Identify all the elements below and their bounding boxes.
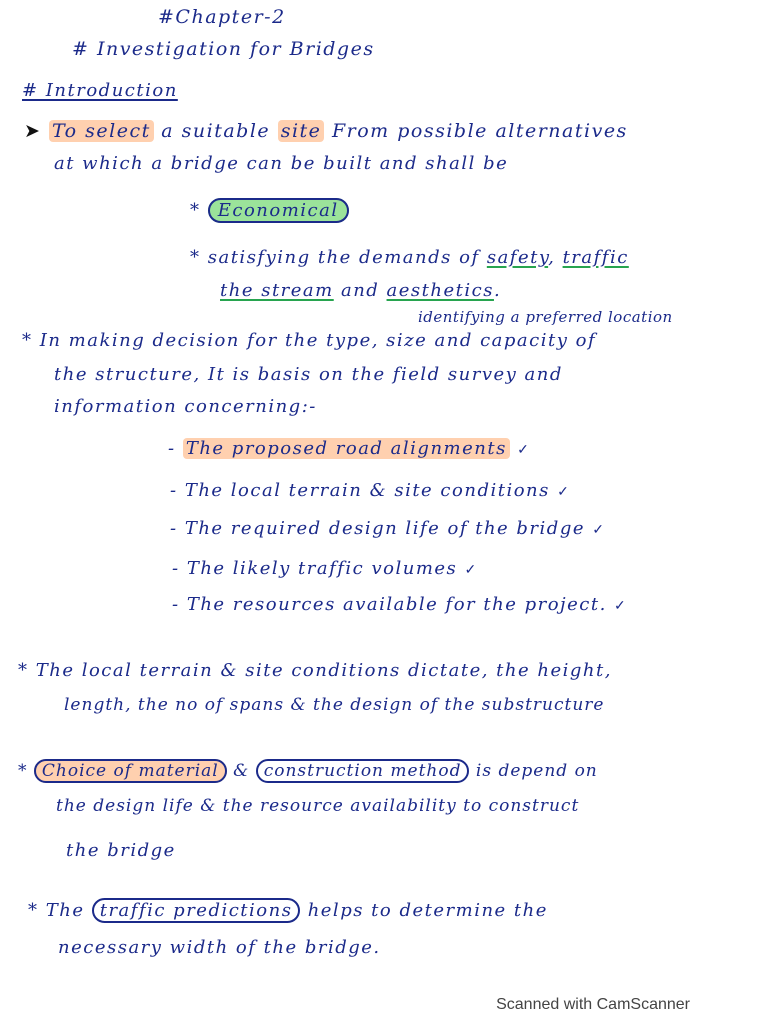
- star-bullet: *: [190, 247, 201, 268]
- list-item-text: The resources available for the project.: [186, 594, 607, 615]
- text-fragment: .: [493, 280, 502, 301]
- decision-line-2: the structure, It is basis on the field survey and: [54, 364, 563, 385]
- list-dash: -: [172, 558, 180, 579]
- traffic-line-2: necessary width of the bridge.: [58, 937, 381, 958]
- text-fragment: From possible alternatives: [324, 120, 628, 142]
- checkmark-icon: ✓: [592, 522, 606, 538]
- satisfying-line-2: [220, 280, 501, 301]
- choice-line-2: the design life & the resource availability to construct: [56, 796, 580, 816]
- list-item-text: The proposed road alignments: [183, 438, 510, 459]
- text-fragment: satisfying the demands of: [207, 247, 487, 268]
- choice-line-1: [18, 761, 598, 781]
- list-item-text: The local terrain & site conditions: [184, 480, 550, 501]
- star-bullet: *: [190, 200, 201, 221]
- checkmark-icon: ✓: [464, 562, 478, 578]
- text-fragment: ,: [548, 247, 563, 268]
- traffic-line-1: [28, 900, 548, 921]
- safety-word: safety: [486, 247, 549, 268]
- text-fragment: and: [333, 280, 387, 301]
- construction-oval: construction method: [256, 759, 470, 783]
- checkmark-icon: ✓: [517, 442, 531, 458]
- text-fragment: is depend on: [469, 761, 598, 781]
- point-1-line-1: [24, 120, 628, 142]
- list-item: [172, 558, 478, 579]
- chapter-heading: #Chapter-2: [158, 6, 286, 28]
- terrain-line-1: [18, 660, 612, 681]
- list-item: [168, 438, 530, 459]
- text-fragment: The local terrain & site conditions dictate, the height,: [35, 660, 612, 681]
- bullet-arrow-icon: ➤: [24, 120, 42, 142]
- traffic-word: traffic: [562, 247, 629, 268]
- traffic-predictions-oval: traffic predictions: [92, 898, 301, 923]
- star-bullet: *: [18, 660, 29, 681]
- point-1-line-2: at which a bridge can be built and shall be: [54, 153, 509, 174]
- text-fragment: a suitable: [153, 120, 278, 142]
- section-heading-text: # Introduction: [22, 80, 178, 101]
- checkmark-icon: ✓: [614, 598, 628, 614]
- watermark: Scanned with CamScanner: [496, 996, 690, 1013]
- list-item-text: The required design life of the bridge: [184, 518, 585, 539]
- decision-line-1: [22, 330, 596, 351]
- star-bullet: *: [18, 761, 28, 781]
- insertion-note: identifying a preferred location: [418, 308, 673, 326]
- decision-line-3: information concerning:-: [54, 396, 317, 417]
- list-dash: -: [170, 480, 178, 501]
- list-dash: -: [170, 518, 178, 539]
- list-item: [170, 480, 570, 501]
- list-item: [172, 594, 627, 615]
- choice-line-3: the bridge: [66, 840, 176, 861]
- page-title: # Investigation for Bridges: [72, 38, 375, 60]
- list-dash: -: [168, 438, 176, 459]
- highlighted-phrase: To select: [49, 120, 154, 142]
- star-bullet: *: [28, 900, 39, 921]
- terrain-line-2: length, the no of spans & the design of the substructure: [64, 695, 605, 715]
- text-fragment: The: [45, 900, 92, 921]
- text-fragment: In making decision for the type, size and capacity of: [39, 330, 597, 351]
- star-bullet: *: [22, 330, 33, 351]
- economical-item: [190, 200, 349, 221]
- economical-label: Economical: [208, 198, 349, 223]
- checkmark-icon: ✓: [557, 484, 571, 500]
- aesthetics-word: aesthetics: [386, 280, 494, 301]
- list-item-text: The likely traffic volumes: [186, 558, 458, 579]
- list-dash: -: [172, 594, 180, 615]
- text-fragment: helps to determine the: [300, 900, 548, 921]
- stream-word: the stream: [220, 280, 334, 301]
- satisfying-line-1: [190, 247, 629, 268]
- section-heading: [22, 80, 178, 101]
- text-fragment: &: [226, 761, 256, 781]
- material-oval: Choice of material: [34, 759, 227, 783]
- highlighted-site: site: [278, 120, 325, 142]
- list-item: [170, 518, 605, 539]
